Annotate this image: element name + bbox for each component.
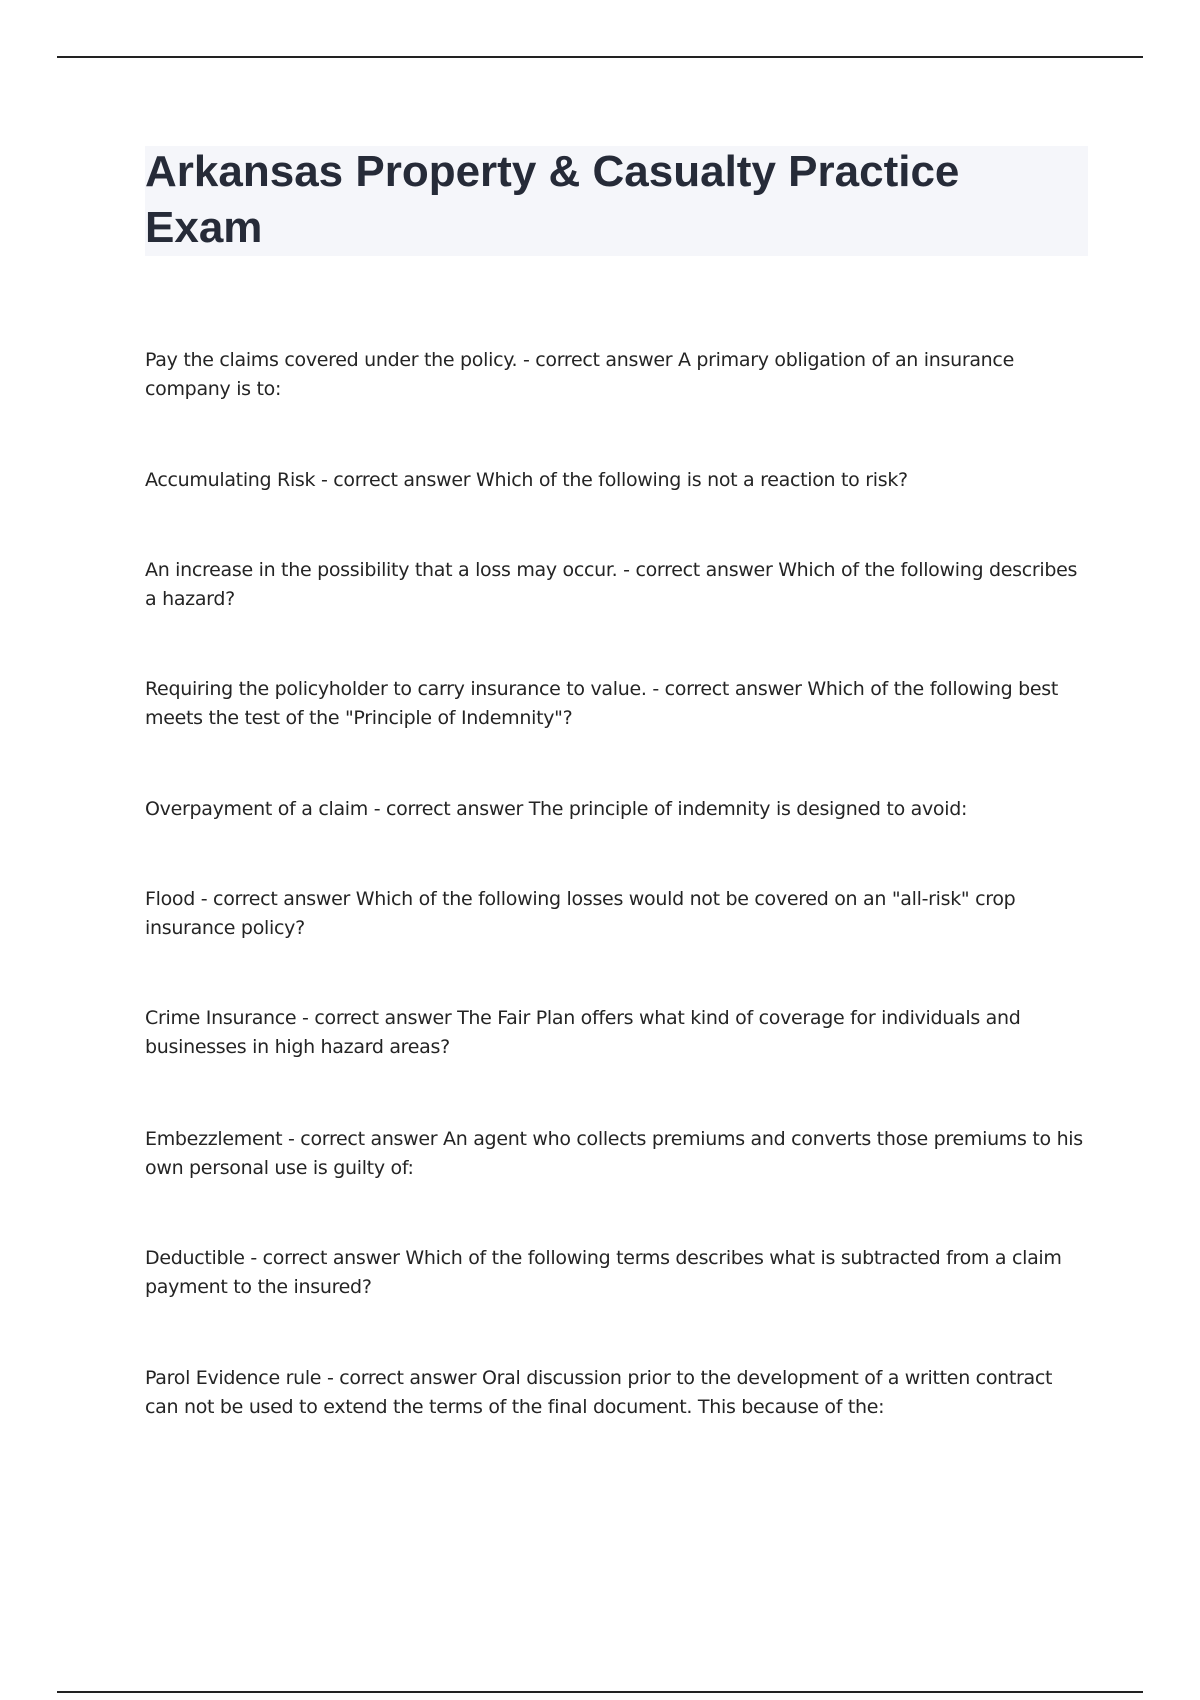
qa-item: Accumulating Risk - correct answer Which of the following is not a reaction to risk? bbox=[145, 469, 908, 491]
qa-item: Crime Insurance - correct answer The Fair Plan offers what kind of coverage for individuals and businesses in high hazard areas? bbox=[145, 1007, 1021, 1058]
qa-item: Deductible - correct answer Which of the following terms describes what is subtracted from a claim payment to the insured? bbox=[145, 1247, 1062, 1298]
qa-item: Embezzlement - correct answer An agent who collects premiums and converts those premiums to his own personal use is guilty of: bbox=[145, 1128, 1083, 1179]
qa-item: Pay the claims covered under the policy. - correct answer A primary obligation of an insurance company is to: bbox=[145, 349, 1014, 400]
page-title: Arkansas Property & Casualty Practice Exam bbox=[145, 147, 960, 252]
qa-item: Parol Evidence rule - correct answer Oral discussion prior to the development of a written contract can not be used to extend the terms of the final document. This because of the: bbox=[145, 1367, 1053, 1418]
qa-item: Flood - correct answer Which of the following losses would not be covered on an "all-risk" crop insurance policy? bbox=[145, 888, 1016, 939]
title-block bbox=[145, 146, 1088, 256]
qa-item: Overpayment of a claim - correct answer The principle of indemnity is designed to avoid: bbox=[145, 798, 968, 820]
top-page-rule bbox=[57, 56, 1143, 58]
qa-item: An increase in the possibility that a loss may occur. - correct answer Which of the following describes a hazard? bbox=[145, 559, 1078, 610]
bottom-page-rule bbox=[57, 1691, 1143, 1693]
qa-item: Requiring the policyholder to carry insurance to value. - correct answer Which of the following best meets the test of the "Principle of Indemnity"? bbox=[145, 678, 1059, 729]
